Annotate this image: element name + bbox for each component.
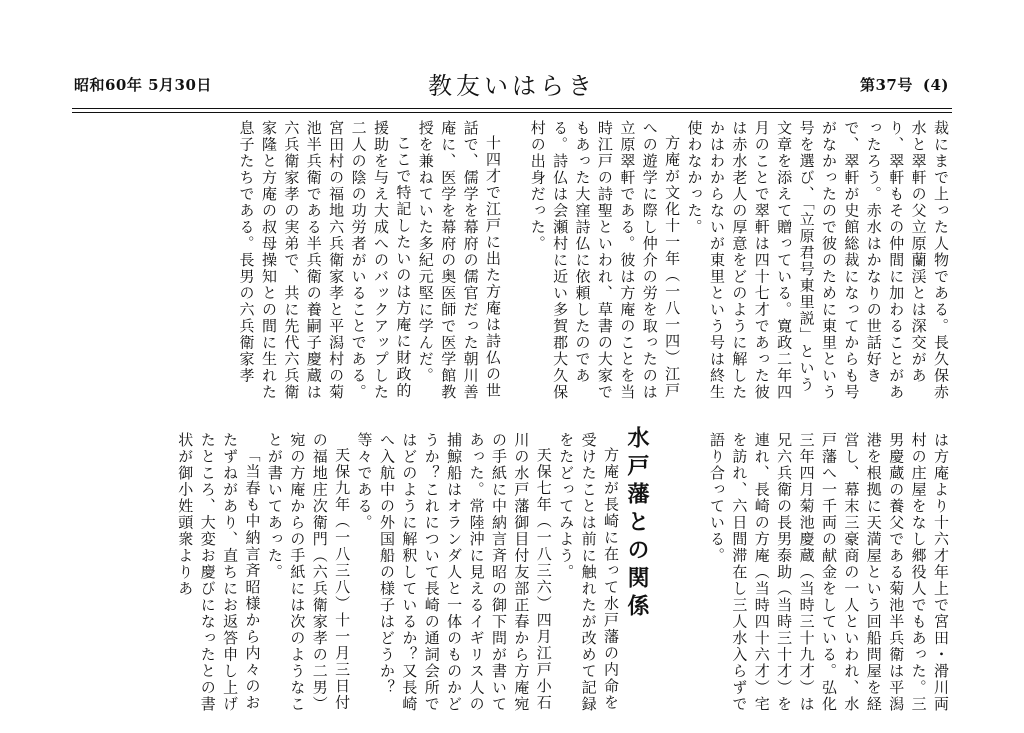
article-lower-left (72, 432, 622, 716)
paragraph: は方庵より十六才年上で宮田・滑川両村の庄屋をなし郷役人でもあった。三男慶蔵の養父である菊池半兵衛は平潟港を根拠に天満屋という回船問屋を経営し、幕末三豪商の一人といわれ、水戸藩へ一千両の献金をしている。弘化三年四月菊池慶蔵（当時三十九才）は兄六兵衛の長男泰助（当時三十才）を連れ、長崎の方庵（当時四十六才）宅を訪れ、六日間滞在し三人水入らずで語り合っている。 (707, 432, 950, 713)
issue-number (860, 74, 949, 95)
section-heading: 水戸藩との関係 (624, 426, 649, 622)
header-rule (72, 108, 952, 109)
article-lower-right (660, 432, 952, 716)
paragraph: 天保九年（一八三八）十一月三日付の福地庄次衛門（六兵衛家孝の二男）宛の方庵からの手紙には次のようなことが書いてあった。 (265, 432, 352, 713)
paragraph: ここで特記したいのは方庵に財政的援助を与え大成へのバックアップした二人の陰の功労者がいることである。宮田村の福地六兵衛家孝と平潟村の菊池半兵衛である半兵衛の養嗣子慶蔵は六兵衛家孝の実弟で、共に先代六兵衛家隆と方庵の叔母操知との間に生れた息子たちである。長男の六兵衛家孝 (237, 120, 413, 401)
paragraph: 天保七年（一八三六）四月江戸小石川の水戸藩御目付友部正春から方庵宛の手紙に中納言斉昭の御下問が書いてあった。常陸沖に見えるイギリス人の捕鯨船はオランダ人と一体のものかどうか？これについて長崎の通詞会所ではどのように解釈しているか？又長崎へ入航中の外国船の様子はどうか？等々である。 (355, 432, 553, 713)
masthead (0, 0, 1024, 118)
issue-label: 第37号 (860, 76, 913, 94)
header-rule-inner (72, 112, 952, 113)
article-upper-left (72, 120, 504, 404)
issue-date: 昭和60年 5月30日 (74, 76, 212, 94)
paragraph: 方庵が長崎に在って水戸藩の内命を受けたことは前に触れたが改めて記録をたどってみよう。 (557, 432, 620, 713)
article-upper-right (520, 120, 952, 404)
paragraph: 裁にまで上った人物である。長久保赤水と翠軒の父立原蘭渓とは深交があり、翠軒もその仲間に加わることがあったろう。赤水はかなりの世話好きで、翠軒が史館総裁になってからも号がなかったので彼のために東里という号を選び、「立原君号東里説」という文章を添えて贈っている。寛政二年四月のことで翠軒は四十七才であった彼は赤水老人の厚意をどのように解したかはわからないが東里という号は終生使わなかった。 (685, 120, 950, 401)
paragraph: 方庵が文化十一年（一八一四）江戸への遊学に際し仲介の労を取ったのは立原翠軒である。彼は方庵のことを当時江戸の詩聖といわれ、草書の大家でもあった大窪詩仏に依頼したのである。詩仏は会瀬村に近い多賀郡大久保村の出身だった。 (528, 120, 682, 401)
page-number: (4) (922, 76, 950, 94)
paragraph: 十四才で江戸に出た方庵は詩仏の世話で、儒学を幕府の儒官だった朝川善庵に、医学を幕府の奥医師で医学館教授を兼ねていた多紀元堅に学んだ。 (416, 120, 502, 401)
paragraph: 「当春も中納言斉昭様から内々のおたずねがあり、直ちにお返答申し上げたところ、大変お慶びになったとの書状が御小姓頭衆よりあ (176, 432, 262, 713)
article-body (72, 120, 952, 716)
newsletter-title: 教友いはらき (428, 72, 596, 100)
